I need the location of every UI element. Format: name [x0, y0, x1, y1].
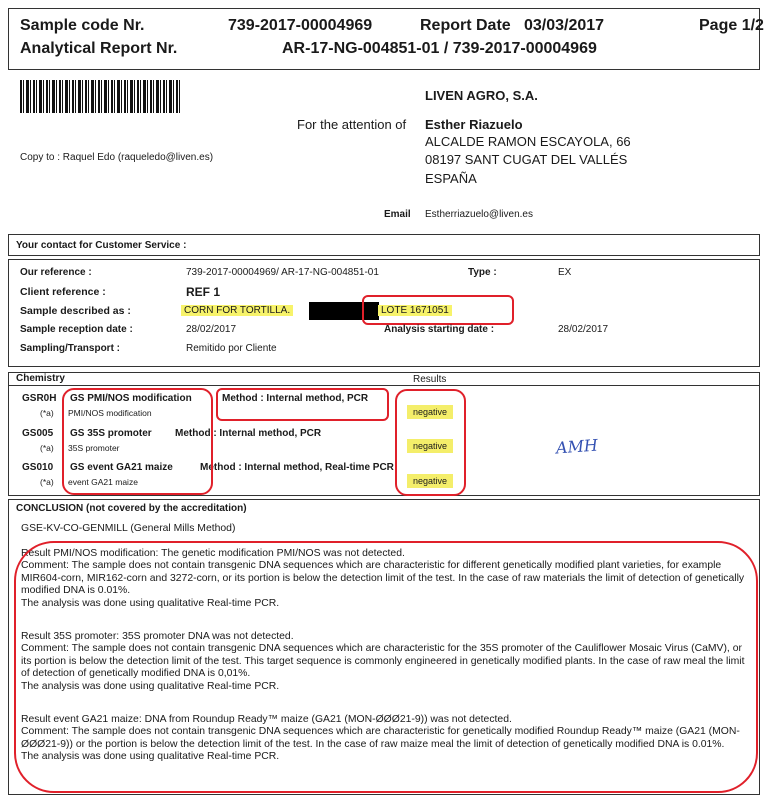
- analytical-report-label: Analytical Report Nr.: [20, 40, 178, 57]
- sampling-label: Sampling/Transport :: [20, 343, 121, 354]
- comment-text: Comment: The sample does not contain transgenic DNA sequences which are characteristic for genetically modified Roundup Ready™ maize (GA21 (MON-ØØØ21-9)) or the portion is below the detection limit of the test. In the case of raw maize meal the limit of detection of genetically modified DNA is 0.01%.: [21, 726, 740, 750]
- test-names-red-box: [62, 388, 213, 495]
- our-reference-label: Our reference :: [20, 267, 92, 278]
- sampling-value: Remitido por Cliente: [186, 343, 277, 354]
- lote-red-box: [362, 295, 514, 325]
- test-code: GS005: [22, 428, 54, 439]
- result-text: Result PMI/NOS modification: The genetic modification PMI/NOS was not detected.: [21, 548, 405, 559]
- address-city: 08197 SANT CUGAT DEL VALLÉS: [425, 152, 628, 167]
- sample-described-label: Sample described as :: [20, 305, 131, 317]
- analysis-start-label: Analysis starting date :: [384, 324, 495, 335]
- barcode: [20, 80, 180, 113]
- report-date-label: Report Date: [420, 17, 511, 34]
- method-red-box: [216, 388, 389, 421]
- test-name: GS event GA21 maize: [70, 462, 173, 473]
- sample-code-value: 739-2017-00004969: [228, 17, 373, 34]
- type-value: EX: [558, 267, 572, 278]
- analysis-start-value: 28/02/2017: [558, 324, 609, 335]
- page-number: Page 1/2: [699, 17, 764, 34]
- test-method: Method : Internal method, PCR: [175, 428, 322, 439]
- test-code: GS010: [22, 462, 54, 473]
- analytical-report-value: AR-17-NG-004851-01 / 739-2017-00004969: [282, 40, 597, 57]
- reception-date-label: Sample reception date :: [20, 324, 133, 335]
- test-mark: (*a): [40, 477, 54, 487]
- test-name: GS PMI/NOS modification: [70, 393, 192, 404]
- attention-name: Esther Riazuelo: [425, 117, 523, 132]
- sample-described-value: CORN FOR TORTILLA.: [181, 305, 293, 316]
- chemistry-divider: [8, 385, 760, 386]
- test-method: Method : Internal method, Real-time PCR: [200, 462, 394, 473]
- client-reference-value: REF 1: [186, 285, 221, 299]
- method-text: The analysis was done using qualitative Real-time PCR.: [21, 751, 280, 763]
- test-name: GS 35S promoter: [70, 428, 152, 439]
- attention-label: For the attention of: [297, 117, 407, 132]
- address-street: ALCALDE RAMON ESCAYOLA, 66: [425, 134, 631, 149]
- test-mark: (*a): [40, 443, 54, 453]
- result-badge: negative: [407, 474, 453, 488]
- reception-date-value: 28/02/2017: [186, 324, 237, 335]
- result-badge: negative: [407, 405, 453, 419]
- chemistry-title: Chemistry: [16, 373, 65, 384]
- copy-to: Copy to : Raquel Edo (raqueledo@liven.es): [20, 152, 214, 163]
- comment-text: Comment: The sample does not contain transgenic DNA sequences which are characteristic for the 35S promoter of the Cauliflower Mosaic Virus (CaMV), or its portion is below the detection limit of the test. This target sequence is commonly engineered in genetically modified plants. In the case of raw meal the limit of detection of genetically modified DNA is 0,01%.: [21, 643, 745, 680]
- test-sub: 35S promoter: [68, 443, 120, 453]
- conclusion-red-box: [14, 541, 758, 793]
- report-date-value: 03/03/2017: [524, 17, 605, 34]
- test-method: Method : Internal method, PCR: [222, 393, 369, 404]
- signature-initials: AMH: [555, 435, 599, 458]
- method-text: The analysis was done using qualitative Real-time PCR.: [21, 680, 280, 692]
- sample-code-label: Sample code Nr.: [20, 17, 145, 34]
- contact-title: Your contact for Customer Service :: [16, 240, 187, 251]
- our-reference-value: 739-2017-00004969/ AR-17-NG-004851-01: [186, 267, 379, 278]
- address-country: ESPAÑA: [425, 171, 477, 186]
- email-value: Estherriazuelo@liven.es: [425, 209, 533, 220]
- method-text: The analysis was done using qualitative Real-time PCR.: [21, 597, 280, 609]
- test-mark: (*a): [40, 408, 54, 418]
- test-sub: event GA21 maize: [68, 477, 138, 487]
- result-text: Result 35S promoter: 35S promoter DNA was not detected.: [21, 631, 294, 642]
- company-name: LIVEN AGRO, S.A.: [425, 88, 538, 103]
- type-label: Type :: [468, 267, 497, 278]
- results-red-box: [395, 389, 466, 496]
- test-code: GSR0H: [22, 393, 57, 404]
- result-badge: negative: [407, 439, 453, 453]
- conclusion-method: GSE-KV-CO-GENMILL (General Mills Method): [21, 523, 236, 534]
- client-reference-label: Client reference :: [20, 286, 106, 298]
- test-sub: PMI/NOS modification: [68, 408, 152, 418]
- comment-text: Comment: The sample does not contain transgenic DNA sequences which are characteristic for different genetically modified plant varieties, for example MIR604-corn, MIR162-corn and 3272-corn, or its portion is below the detection limit of the test. In the case of raw materials the limit of detection of genetically modified DNA is 0.01%.: [21, 560, 745, 597]
- conclusion-title: CONCLUSION (not covered by the accreditation): [16, 503, 247, 514]
- result-text: Result event GA21 maize: DNA from Roundup Ready™ maize (GA21 (MON-ØØØ21-9)) was not detected.: [21, 714, 512, 725]
- results-label: Results: [413, 374, 447, 385]
- email-label: Email: [384, 209, 411, 220]
- lote-value: LOTE 1671051: [378, 305, 452, 316]
